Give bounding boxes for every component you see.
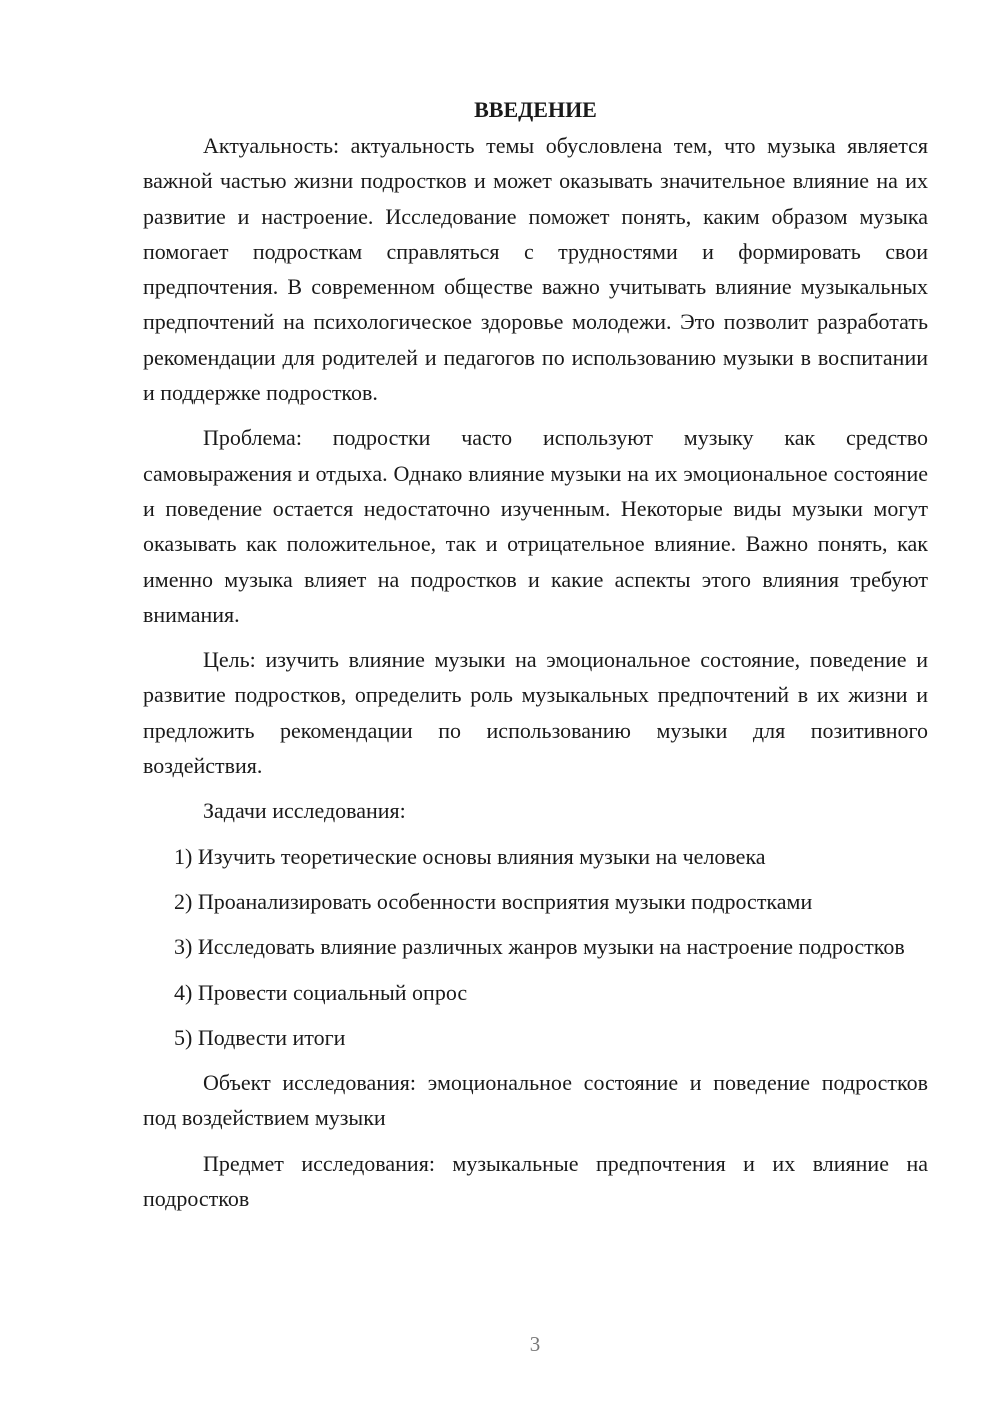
tasks-list [143, 839, 928, 1055]
task-item-5: 5) Подвести итоги [174, 1024, 346, 1050]
paragraph-object: Объект исследования: эмоциональное состояние и поведение подростков под воздействием музыки [143, 1070, 928, 1131]
task-item-1: 1) Изучить теоретические основы влияния музыки на человека [174, 843, 766, 869]
paragraph-subject: Предмет исследования: музыкальные предпочтения и их влияние на подростков [143, 1150, 928, 1212]
tasks-heading: Задачи исследования: [203, 798, 406, 824]
paragraph-relevance: Актуальность: актуальность темы обусловлена тем, что музыка является важной частью жизни подростков и может оказывать значительное влияние на их развитие и настроение. Исследование поможет понять, каким образом музыка помогает подросткам справляться с трудностями и формировать свои предпочтения. В современном обществе важно учитывать влияние музыкальных предпочтений на психологическое здоровье молодежи. Это позволит разработать рекомендации для родителей и педагогов по использованию музыки в воспитании и поддержке подростков. [143, 133, 928, 406]
task-item-3: 3) Исследовать влияние различных жанров музыки на настроение подростков [174, 934, 905, 960]
task-item-4: 4) Провести социальный опрос [174, 979, 468, 1005]
document-page [143, 92, 928, 1226]
document-title: ВВЕДЕНИЕ [474, 97, 597, 122]
page-number: 3 [529, 1332, 541, 1356]
paragraph-problem: Проблема: подростки часто используют музыку как средство самовыражения и отдыха. Однако влияние музыки на их эмоциональное состояние и поведение остается недостаточно изученным. Некоторые виды музыки могут оказывать как положительное, так и отрицательное влияние. Важно понять, как именно музыка влияет на подростков и какие аспекты этого влияния требуют внимания. [143, 425, 928, 627]
task-item-2: 2) Проанализировать особенности восприятия музыки подростками [174, 888, 813, 914]
paragraph-goal: Цель: изучить влияние музыки на эмоциональное состояние, поведение и развитие подростков, определить роль музыкальных предпочтений в их жизни и предложить рекомендации по использованию музыки для позитивного воздействия. [143, 647, 928, 779]
